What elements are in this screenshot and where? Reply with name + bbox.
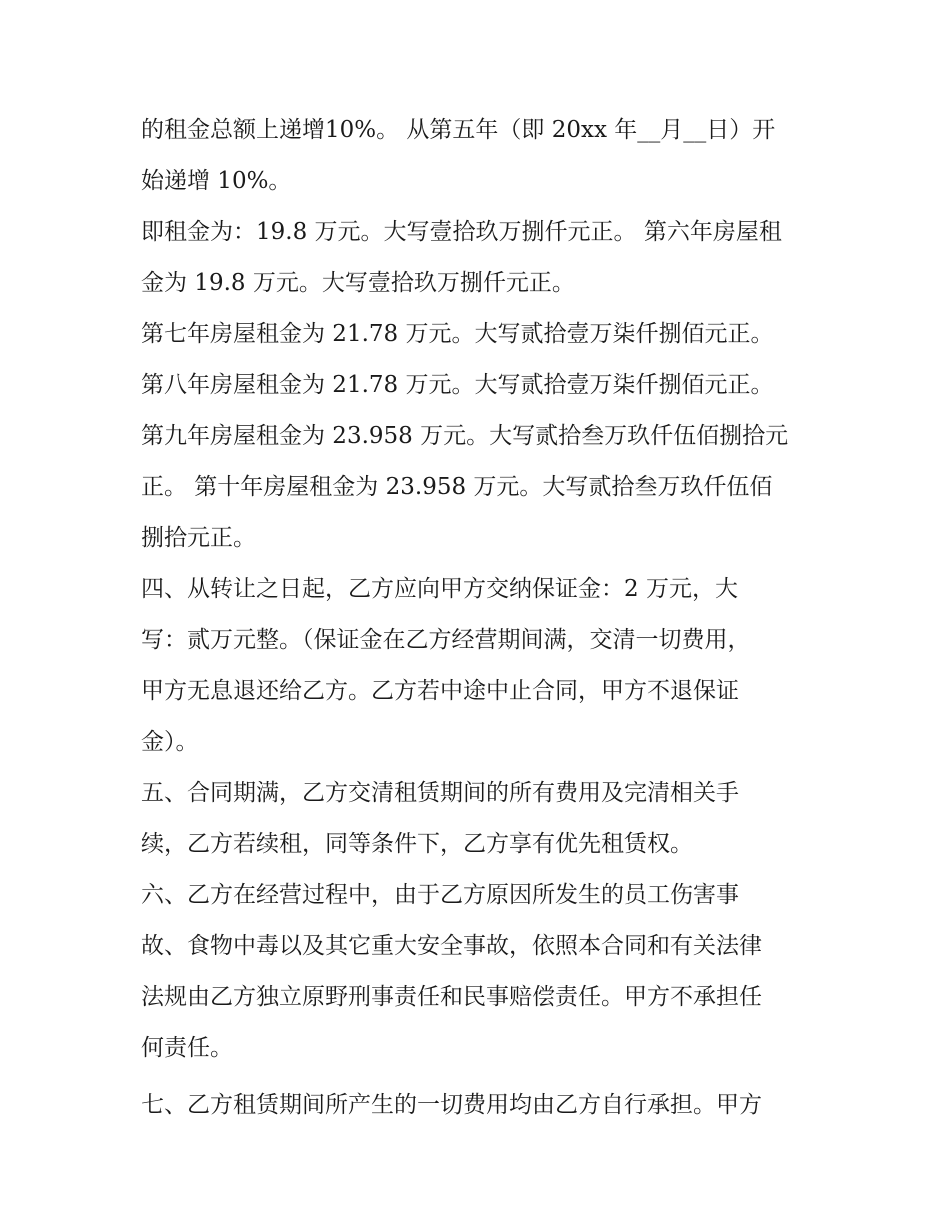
text-line: 的租金总额上递增10%。 从第五年（即 20xx 年__月__日）开 xyxy=(141,117,776,143)
text-line: 五、合同期满，乙方交清租赁期间的所有费用及完清相关手 xyxy=(141,780,739,806)
text-line: 四、从转让之日起，乙方应向甲方交纳保证金：2 万元，大 xyxy=(141,576,738,602)
text-line: 何责任。 xyxy=(141,1035,233,1061)
text-line: 甲方无息退还给乙方。乙方若中途中止合同，甲方不退保证 xyxy=(141,678,739,704)
text-line: 第七年房屋租金为 21.78 万元。大写贰拾壹万柒仟捌佰元正。 xyxy=(141,321,774,347)
text-line: 捌拾元正。 xyxy=(141,525,256,551)
text-line: 即租金为：19.8 万元。大写壹拾玖万捌仟元正。 第六年房屋租 xyxy=(141,219,782,245)
text-line: 写：贰万元整。（保证金在乙方经营期间满，交清一切费用， xyxy=(141,627,751,653)
text-line: 始递增 10%。 xyxy=(141,168,292,194)
contract-body-text xyxy=(141,105,813,1131)
text-line: 第九年房屋租金为 23.958 万元。大写贰拾叁万玖仟伍佰捌拾元 xyxy=(141,423,789,449)
text-line: 七、乙方租赁期间所产生的一切费用均由乙方自行承担。甲方 xyxy=(141,1092,762,1118)
text-line: 金为 19.8 万元。大写壹拾玖万捌仟元正。 xyxy=(141,270,575,296)
text-line: 六、乙方在经营过程中，由于乙方原因所发生的员工伤害事 xyxy=(141,882,739,908)
text-line: 正。 第十年房屋租金为 23.958 万元。大写贰拾叁万玖仟伍佰 xyxy=(141,474,773,500)
text-line: 第八年房屋租金为 21.78 万元。大写贰拾壹万柒仟捌佰元正。 xyxy=(141,372,774,398)
text-line: 法规由乙方独立原野刑事责任和民事赔偿责任。甲方不承担任 xyxy=(141,984,762,1010)
text-line: 金）。 xyxy=(141,729,199,755)
text-line: 故、食物中毒以及其它重大安全事故，依照本合同和有关法律 xyxy=(141,933,762,959)
text-line: 续，乙方若续租，同等条件下，乙方享有优先租赁权。 xyxy=(141,831,693,857)
